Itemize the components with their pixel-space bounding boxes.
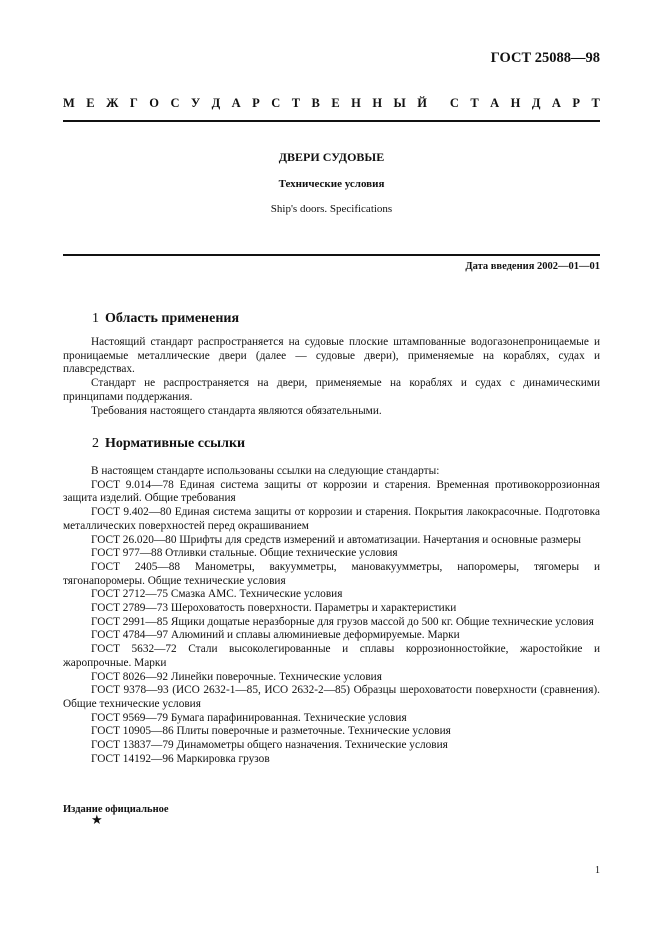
standard-type-letter: С [170, 96, 180, 110]
title-divider [63, 254, 600, 256]
standard-type-letter: Д [211, 96, 221, 110]
section-heading-references [92, 436, 600, 452]
section-number: 2 [92, 436, 99, 451]
standard-type-letter: Т [291, 96, 301, 110]
english-title: Ship's doors. Specifications [270, 203, 393, 215]
standard-type-letter: О [149, 96, 160, 110]
reference-item: ГОСТ 13837—79 Динамометры общего назначения. Технические условия [91, 739, 448, 752]
standard-type-letter: С [271, 96, 281, 110]
standard-type-heading [63, 96, 600, 111]
section-body-scope [63, 336, 600, 418]
reference-item: ГОСТ 5632—72 Стали высоколегированные и сплавы коррозионностойкие, жаростойкие и жаропрочные. Марки [63, 643, 600, 669]
page-number: 1 [595, 865, 600, 876]
paragraph: Стандарт не распространяется на двери, применяемые на кораблях и судах с динамическими принципами поддержания. [63, 377, 600, 403]
standard-type-letter: Т [470, 96, 479, 110]
section-title: Нормативные ссылки [105, 436, 246, 451]
standard-type-letter: В [311, 96, 320, 110]
document-title: ДВЕРИ СУДОВЫЕ [278, 150, 385, 164]
reference-item: ГОСТ 9.014—78 Единая система защиты от коррозии и старения. Временная противокоррозионная защита изделий. Общие требования [63, 478, 600, 505]
standard-type-letter: Н [351, 96, 361, 110]
introduction-date: Дата введения 2002—01—01 [465, 261, 600, 272]
standard-type-letter: Н [372, 96, 383, 110]
standard-type-letter: А [231, 96, 241, 110]
standard-type-letter: С [449, 96, 459, 110]
reference-item: ГОСТ 2991—85 Ящики дощатые неразборные для грузов массой до 500 кг. Общие технические условия [91, 615, 594, 628]
standard-type-letter: Е [86, 96, 95, 110]
reference-item: ГОСТ 977—88 Отливки стальные. Общие технические условия [91, 547, 398, 560]
reference-item: ГОСТ 9.402—80 Единая система защиты от коррозии и старения. Покрытия лакокрасочные. Подготовка металлических поверхностей перед окрашиванием [63, 506, 600, 532]
standard-type-letter: Е [331, 96, 340, 110]
reference-item: ГОСТ 9569—79 Бумага парафинированная. Технические условия [91, 711, 407, 724]
standard-type-letter: Р [572, 96, 581, 110]
section-title: Область применения [105, 311, 240, 326]
reference-item: ГОСТ 26.020—80 Шрифты для средств измерений и автоматизации. Начертания и основные размеры [91, 533, 581, 546]
reference-item: ГОСТ 2405—88 Манометры, вакуумметры, мановакуумметры, напоромеры, тягомеры и тягонапоромеры. Общие технические условия [63, 560, 600, 587]
standard-type-letter: Г [129, 96, 138, 110]
document-subtitle: Технические условия [278, 178, 385, 190]
section-number: 1 [92, 311, 99, 326]
top-divider [63, 120, 600, 122]
standard-type-letter: Ж [106, 96, 119, 110]
standard-type-letter: У [190, 96, 201, 110]
standard-type-letter: Р [252, 96, 260, 110]
star-icon: ★ [91, 812, 103, 827]
standard-type-letter: Ы [393, 96, 406, 110]
standard-type-letter: Т [591, 96, 600, 110]
document-code: ГОСТ 25088—98 [490, 50, 600, 66]
official-edition-label: Издание официальное [63, 804, 169, 815]
paragraph: Настоящий стандарт распространяется на судовые плоские штампованные водогазонепроницаемые и проницаемые металлические двери (далее — судовые двери), применяемые на кораблях, судах и плавсредствах. [63, 336, 600, 376]
reference-item: ГОСТ 10905—86 Плиты поверочные и разметочные. Технические условия [91, 725, 451, 738]
standard-type-letter: Д [531, 96, 541, 110]
section-heading-scope [92, 311, 600, 327]
reference-item: ГОСТ 2789—73 Шероховатость поверхности. Параметры и характеристики [91, 602, 457, 615]
reference-item: ГОСТ 8026—92 Линейки поверочные. Технические условия [91, 670, 382, 683]
standard-type-letter: М [63, 96, 75, 110]
paragraph: В настоящем стандарте использованы ссылки на следующие стандарты: [91, 465, 440, 477]
reference-item: ГОСТ 4784—97 Алюминий и сплавы алюминиевые деформируемые. Марки [91, 629, 460, 642]
reference-item: ГОСТ 14192—96 Маркировка грузов [91, 752, 270, 765]
reference-item: ГОСТ 9378—93 (ИСО 2632-1—85, ИСО 2632-2—85) Образцы шероховатости поверхности (сравнения). Общие технические условия [63, 684, 600, 710]
standard-type-letter: Н [510, 96, 521, 110]
standard-type-letter: А [551, 96, 561, 110]
section-body-references [63, 465, 600, 766]
paragraph: Требования настоящего стандарта являются обязательными. [91, 404, 382, 417]
standard-type-letter: Й [417, 96, 427, 110]
reference-item: ГОСТ 2712—75 Смазка АМС. Технические условия [91, 588, 343, 601]
standard-type-letter: А [490, 96, 500, 110]
